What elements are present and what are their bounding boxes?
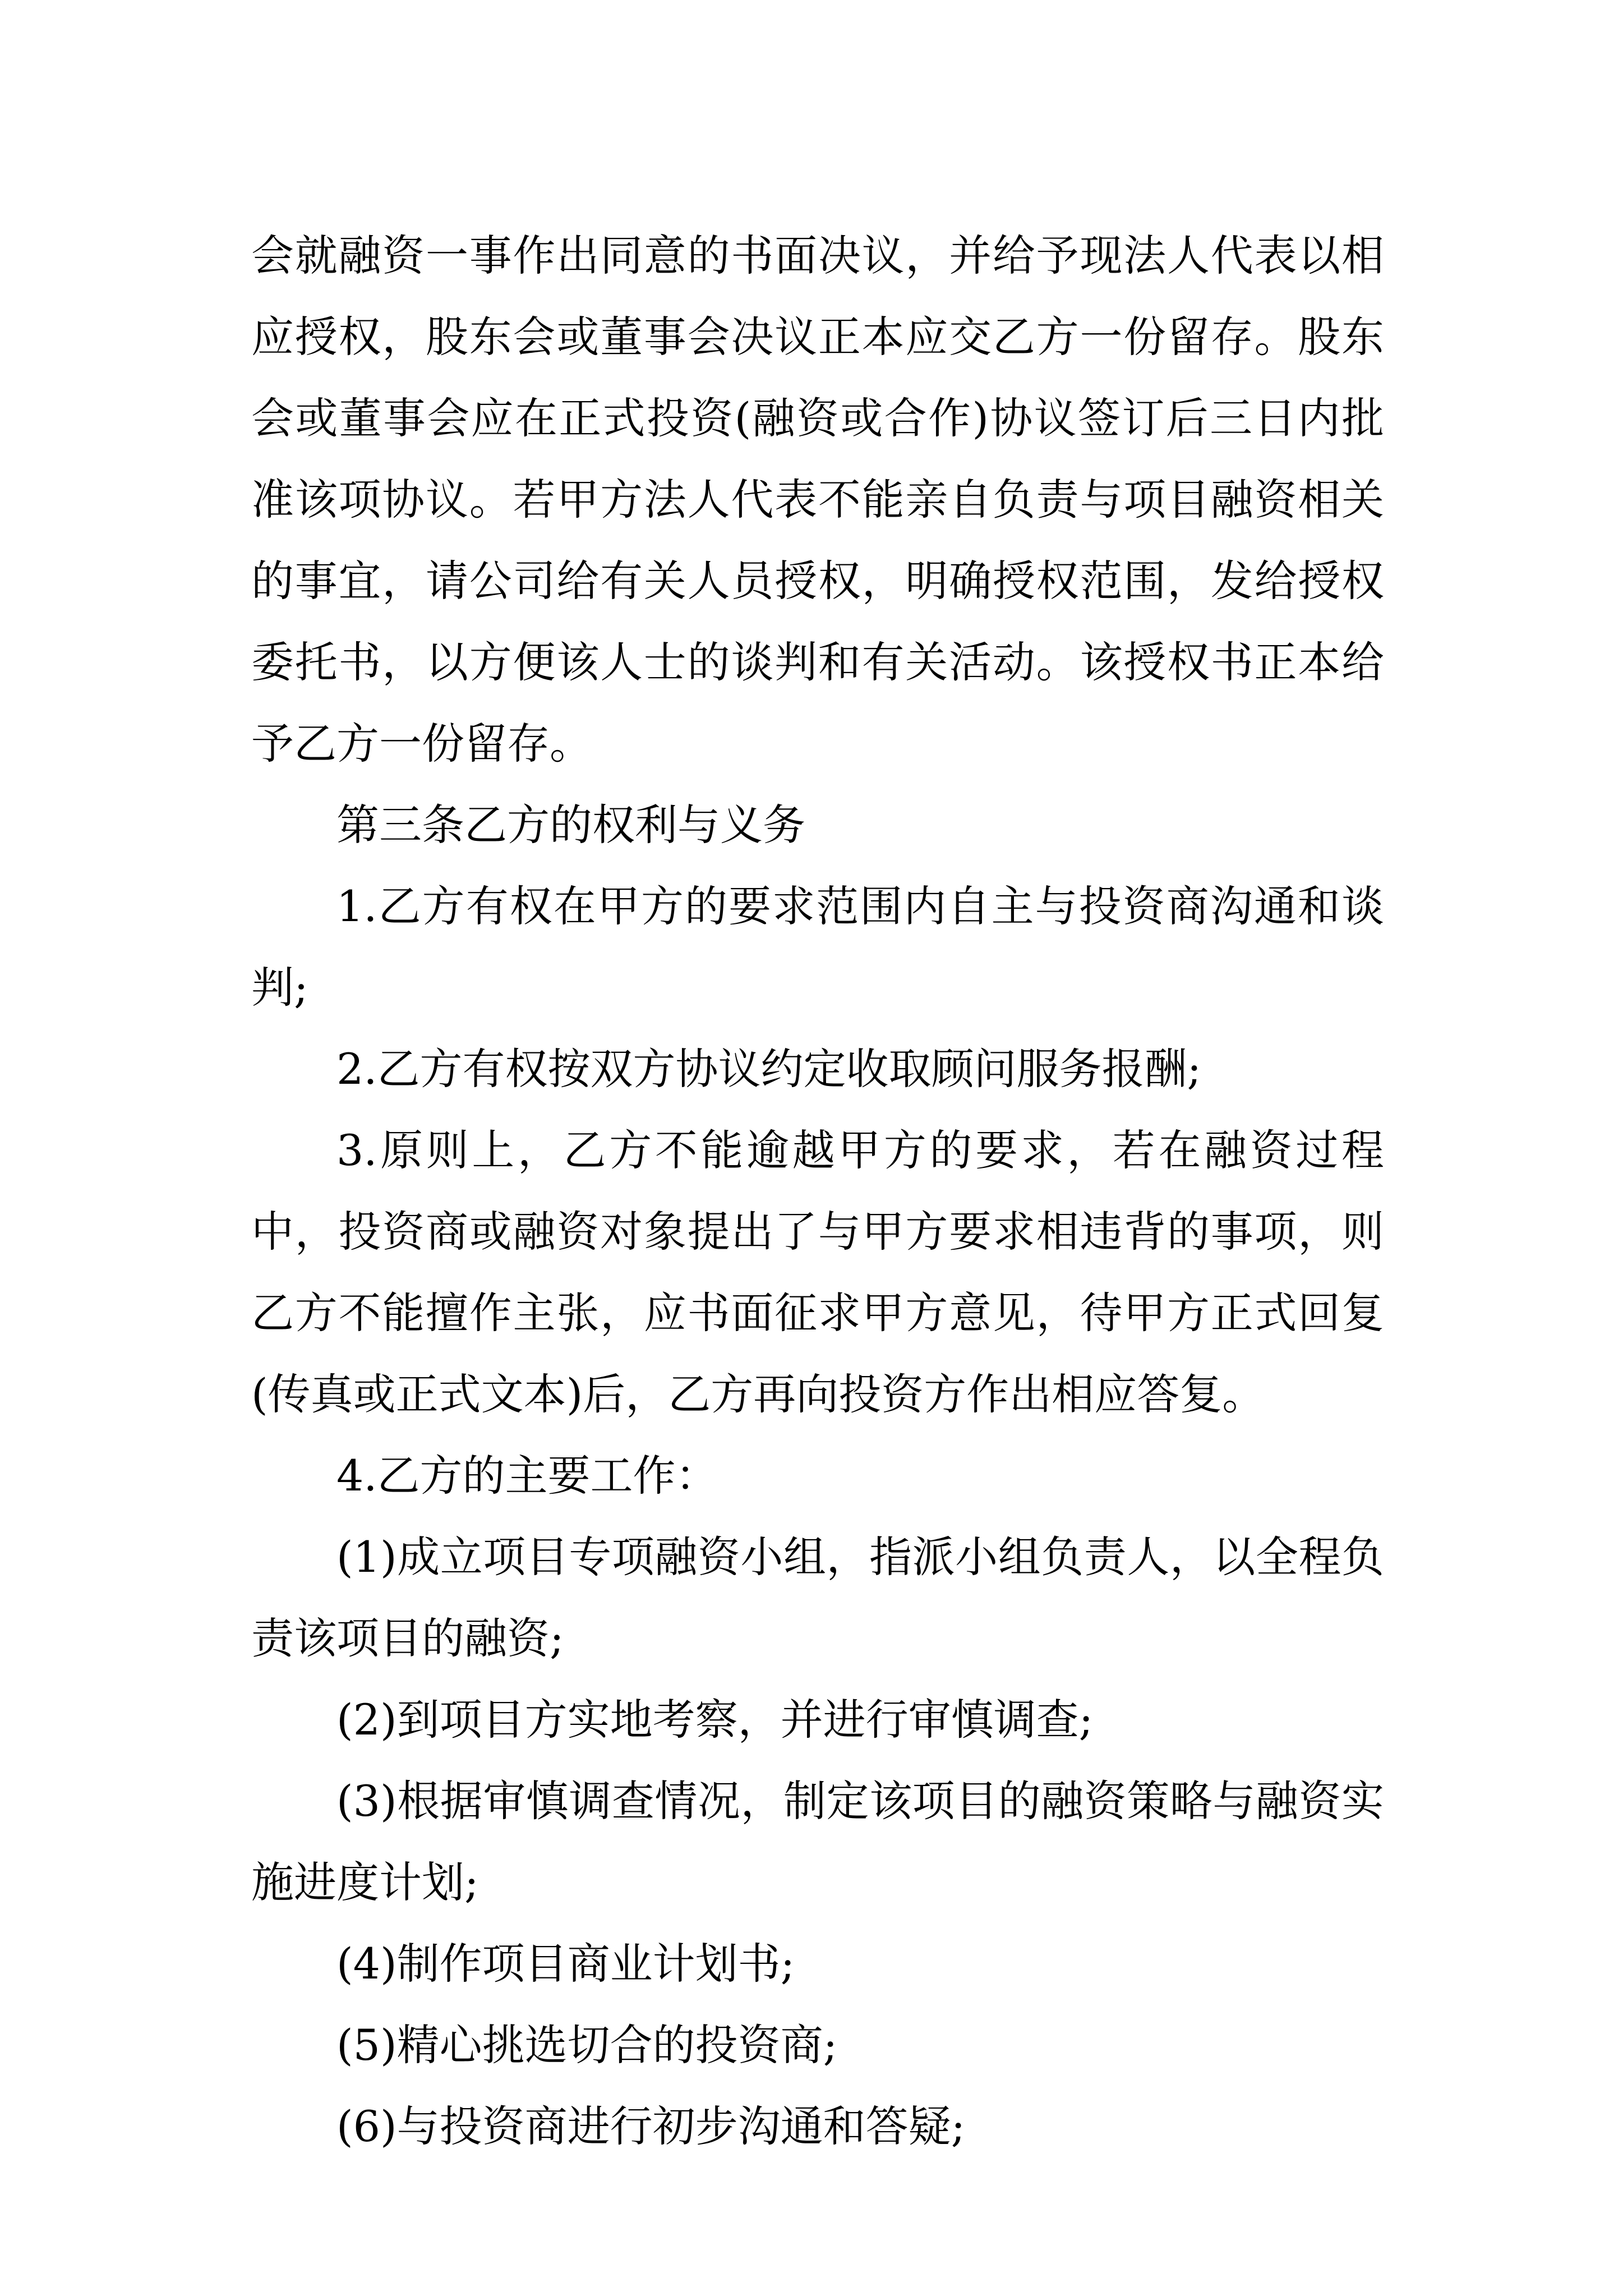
clause-3: 3.原则上，乙方不能逾越甲方的要求，若在融资过程中，投资商或融资对象提出了与甲方要求相违背的事项，则乙方不能擅作主张，应书面征求甲方意见，待甲方正式回复(传真或正式文本)后，乙方再向投资方作出相应答复。 <box>251 1125 1384 1419</box>
paragraph-board-resolution: 会就融资一事作出同意的书面决议，并给予现法人代表以相应授权，股东会或董事会决议正本应交乙方一份留存。股东会或董事会应在正式投资(融资或合作)协议签订后三日内批准该项协议。若甲方法人代表不能亲自负责与项目融资相关的事宜，请公司给有关人员授权，明确授权范围，发给授权委托书，以方便该人士的谈判和有关活动。该授权书正本给予乙方一份留存。 <box>251 231 1384 769</box>
work-item-1: (1)成立项目专项融资小组，指派小组负责人，以全程负责该项目的融资; <box>251 1532 1384 1663</box>
work-item-5: (5)精心挑选切合的投资商; <box>336 2020 838 2070</box>
article-3-heading: 第三条乙方的权利与义务 <box>336 800 805 850</box>
work-item-3: (3)根据审慎调查情况，制定该项目的融资策略与融资实施进度计划; <box>251 1776 1384 1907</box>
clause-4: 4.乙方的主要工作： <box>336 1451 718 1501</box>
work-item-6: (6)与投资商进行初步沟通和答疑; <box>336 2101 966 2151</box>
work-item-4: (4)制作项目商业计划书; <box>336 1939 795 1989</box>
clause-2: 2.乙方有权按双方协议约定收取顾问服务报酬; <box>336 1044 1202 1094</box>
document-page <box>251 215 1384 2167</box>
work-item-2: (2)到项目方实地考察，并进行审慎调查; <box>336 1695 1094 1745</box>
clause-1: 1.乙方有权在甲方的要求范围内自主与投资商沟通和谈判; <box>251 881 1384 1013</box>
